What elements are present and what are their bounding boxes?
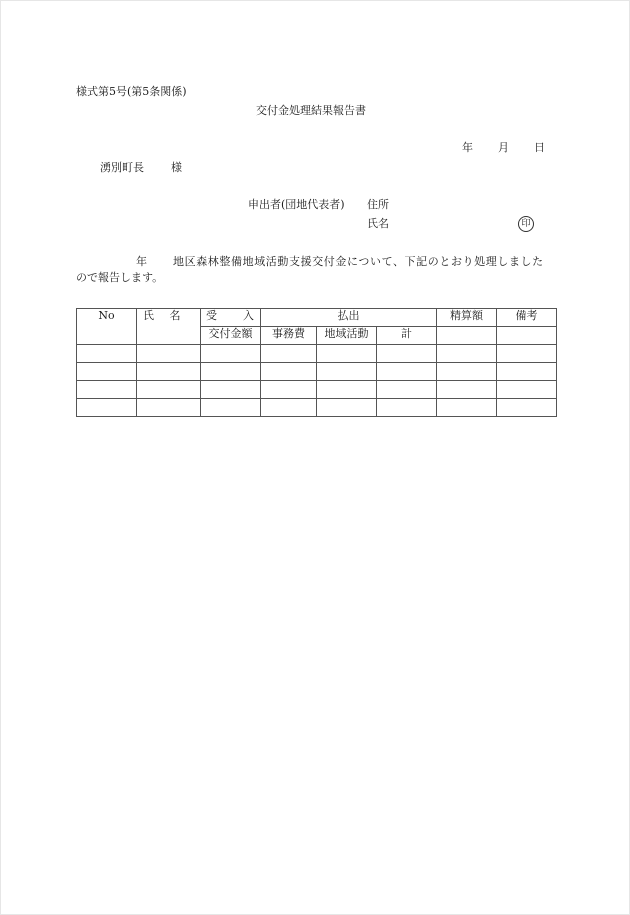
header-name: 氏 名: [137, 309, 201, 345]
header-received-bottom: 交付金額: [201, 327, 261, 345]
table-row: [77, 381, 557, 399]
addressee-name: 湧別町長: [100, 161, 144, 174]
body-year-label: 年: [136, 255, 147, 268]
cell-received[interactable]: [201, 399, 261, 417]
cell-local[interactable]: [317, 381, 377, 399]
cell-office[interactable]: [261, 399, 317, 417]
cell-settlement[interactable]: [437, 363, 497, 381]
applicant-address-label: 住所: [367, 198, 389, 211]
cell-total[interactable]: [377, 399, 437, 417]
cell-remarks[interactable]: [497, 399, 557, 417]
table-row: [77, 363, 557, 381]
cell-remarks[interactable]: [497, 345, 557, 363]
cell-received[interactable]: [201, 363, 261, 381]
cell-no[interactable]: [77, 345, 137, 363]
cell-total[interactable]: [377, 381, 437, 399]
body-line-2: ので報告します。: [76, 271, 164, 284]
date-day-label: 日: [534, 141, 545, 154]
cell-name[interactable]: [137, 345, 201, 363]
cell-name[interactable]: [137, 363, 201, 381]
cell-no[interactable]: [77, 381, 137, 399]
header-payment-local: 地域活動: [317, 327, 377, 345]
table-row: [77, 399, 557, 417]
header-received-top: [201, 309, 261, 327]
date-month-label: 月: [498, 141, 509, 154]
header-payment-office: 事務費: [261, 327, 317, 345]
header-received-top-right: 入: [243, 309, 254, 322]
cell-no[interactable]: [77, 399, 137, 417]
cell-name[interactable]: [137, 381, 201, 399]
table-header-row-1: [77, 309, 557, 327]
header-payment-total: 計: [377, 327, 437, 345]
cell-name[interactable]: [137, 399, 201, 417]
document-title: 交付金処理結果報告書: [256, 104, 366, 117]
cell-total[interactable]: [377, 363, 437, 381]
addressee-honorific: 様: [171, 161, 182, 174]
cell-office[interactable]: [261, 345, 317, 363]
table-row: [77, 345, 557, 363]
cell-received[interactable]: [201, 345, 261, 363]
form-number: 様式第5号(第5条関係): [76, 85, 187, 98]
applicant-name-label: 氏名: [367, 217, 389, 230]
report-table: [76, 308, 557, 417]
seal-icon: 印: [518, 216, 534, 232]
applicant-label: 申出者(団地代表者): [248, 198, 345, 211]
header-received-top-left: 受: [206, 309, 217, 322]
header-payment-group: 払出: [261, 309, 437, 327]
cell-remarks[interactable]: [497, 363, 557, 381]
header-no: No: [77, 309, 137, 345]
header-settlement-blank: [437, 327, 497, 345]
cell-local[interactable]: [317, 363, 377, 381]
cell-received[interactable]: [201, 381, 261, 399]
cell-office[interactable]: [261, 381, 317, 399]
cell-remarks[interactable]: [497, 381, 557, 399]
body-line-1: 地区森林整備地域活動支援交付金について、下記のとおり処理しました: [173, 255, 544, 268]
cell-total[interactable]: [377, 345, 437, 363]
cell-local[interactable]: [317, 399, 377, 417]
header-remarks-blank: [497, 327, 557, 345]
date-year-label: 年: [462, 141, 473, 154]
header-remarks: 備考: [497, 309, 557, 327]
cell-settlement[interactable]: [437, 381, 497, 399]
header-settlement: 精算額: [437, 309, 497, 327]
cell-no[interactable]: [77, 363, 137, 381]
cell-office[interactable]: [261, 363, 317, 381]
cell-local[interactable]: [317, 345, 377, 363]
cell-settlement[interactable]: [437, 399, 497, 417]
cell-settlement[interactable]: [437, 345, 497, 363]
